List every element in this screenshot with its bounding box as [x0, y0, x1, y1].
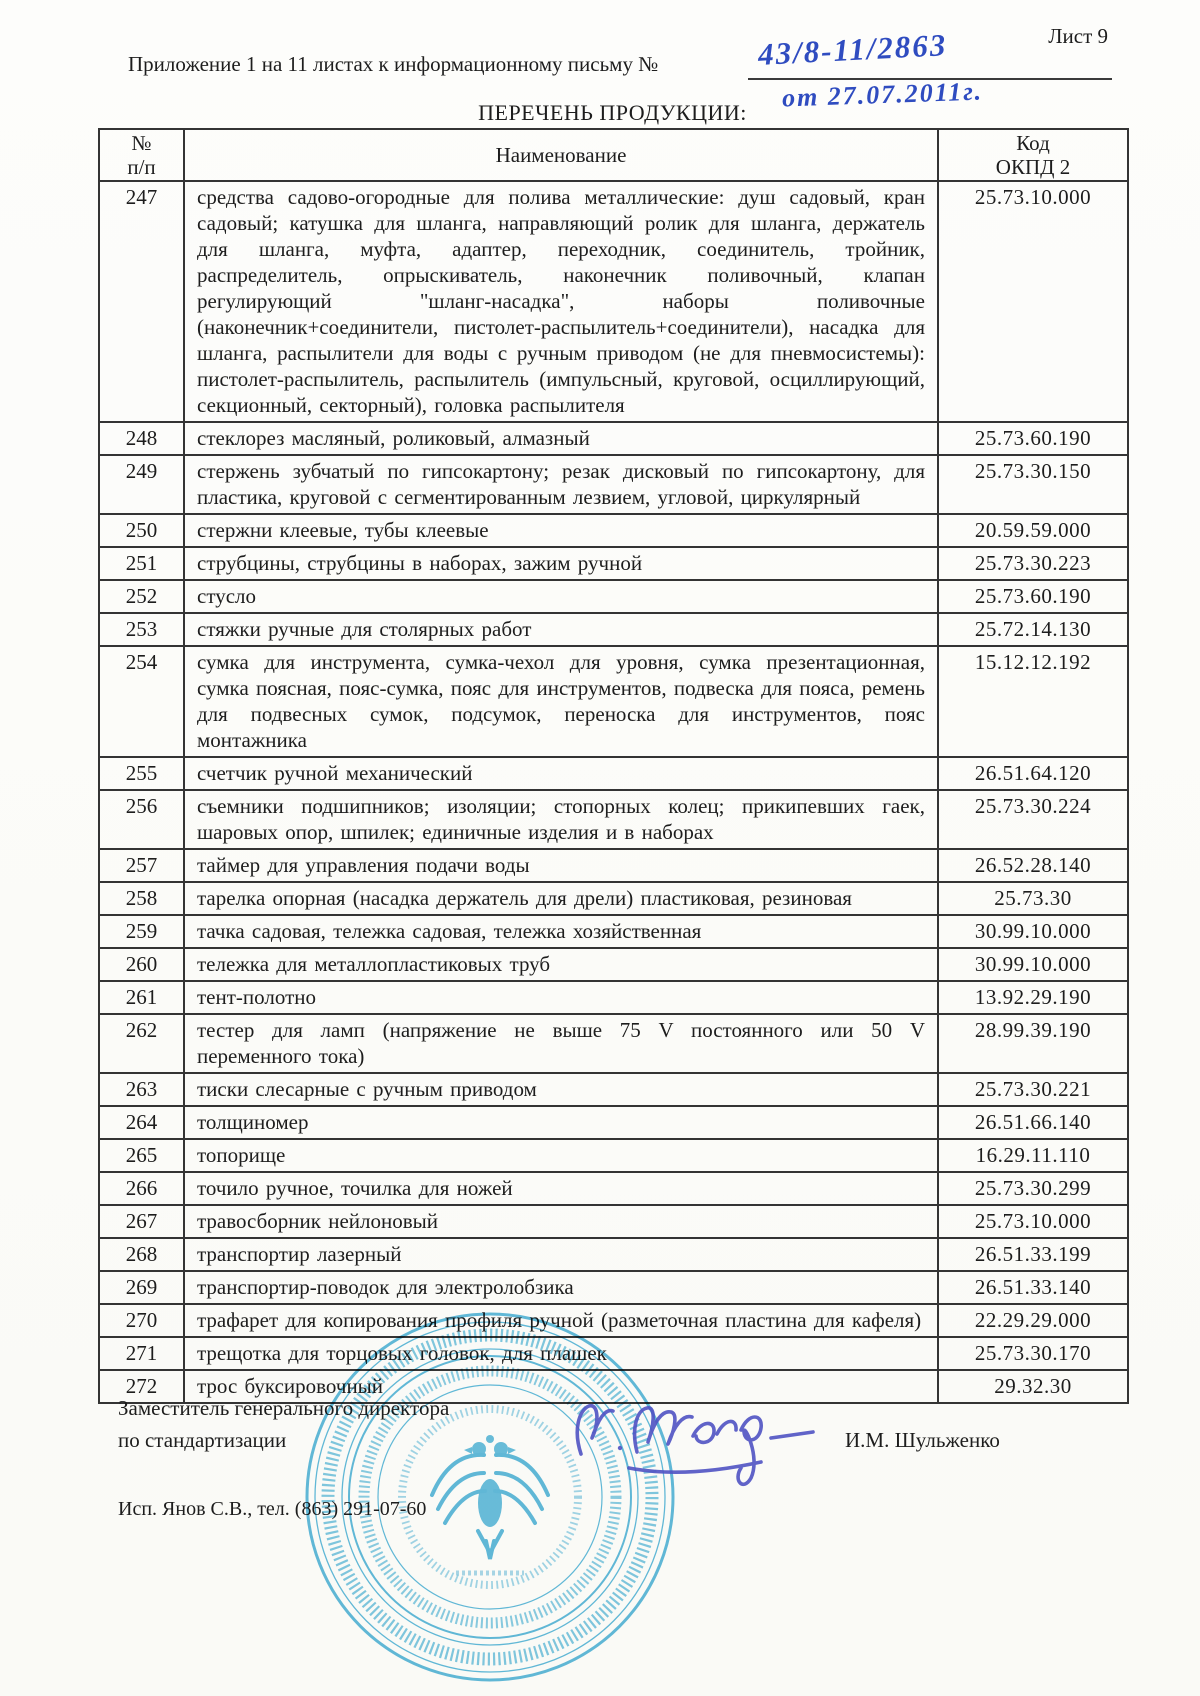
table-row: [99, 514, 1128, 547]
row-name: тележка для металлопластиковых труб: [184, 948, 938, 981]
row-code: 25.73.30.299: [938, 1172, 1128, 1205]
row-code: 25.73.30.150: [938, 455, 1128, 514]
row-number: 255: [99, 757, 184, 790]
table-row: [99, 1238, 1128, 1271]
row-name: стержень зубчатый по гипсокартону; резак дисковый по гипсокартону, для пластика, круговой с сегментированным лезвием, угловой, циркулярный: [184, 455, 938, 514]
row-number: 266: [99, 1172, 184, 1205]
row-code: 25.73.10.000: [938, 1205, 1128, 1238]
table-row: [99, 580, 1128, 613]
col-header-code-line2: ОКПД 2: [995, 155, 1071, 179]
row-number: 269: [99, 1271, 184, 1304]
row-name: сумка для инструмента, сумка-чехол для уровня, сумка презентационная, сумка поясная, пояс-сумка, пояс для инструментов, подвеска для пояса, ремень для подвесных сумок, подсумок, переноска для инструментов, пояс монтажника: [184, 646, 938, 757]
page-title: ПЕРЕЧЕНЬ ПРОДУКЦИИ:: [478, 100, 747, 125]
row-code: 20.59.59.000: [938, 514, 1128, 547]
row-number: 261: [99, 981, 184, 1014]
row-code: 25.73.30.170: [938, 1337, 1128, 1370]
table-row: [99, 1271, 1128, 1304]
row-code: 15.12.12.192: [938, 646, 1128, 757]
row-number: 264: [99, 1106, 184, 1139]
row-number: 263: [99, 1073, 184, 1106]
row-code: 25.73.30.223: [938, 547, 1128, 580]
table-header-row: [99, 129, 1128, 181]
row-number: 251: [99, 547, 184, 580]
signer-name: И.М. Шульженко: [845, 1428, 1000, 1452]
row-name: тент-полотно: [184, 981, 938, 1014]
table-row: [99, 1139, 1128, 1172]
handwritten-letter-number: 43/8-11/2863: [757, 27, 949, 72]
row-number: 249: [99, 455, 184, 514]
row-number: 260: [99, 948, 184, 981]
sheet-number-label: Лист 9: [1048, 24, 1108, 48]
table-row: [99, 455, 1128, 514]
table-row: [99, 547, 1128, 580]
row-number: 265: [99, 1139, 184, 1172]
row-code: 16.29.11.110: [938, 1139, 1128, 1172]
executor-contact-line: Исп. Янов С.В., тел. (863) 291-07-60: [118, 1498, 427, 1520]
row-number: 253: [99, 613, 184, 646]
table-row: [99, 613, 1128, 646]
row-number: 258: [99, 882, 184, 915]
table-row: [99, 849, 1128, 882]
table-row: [99, 1073, 1128, 1106]
table-row: [99, 1014, 1128, 1073]
signature-ink: [565, 1378, 835, 1498]
row-code: 25.73.60.190: [938, 422, 1128, 455]
table-header: [99, 129, 1128, 181]
row-number: 262: [99, 1014, 184, 1073]
row-name: стусло: [184, 580, 938, 613]
row-code: 26.51.33.199: [938, 1238, 1128, 1271]
row-number: 250: [99, 514, 184, 547]
row-name: счетчик ручной механический: [184, 757, 938, 790]
row-name: таймер для управления подачи воды: [184, 849, 938, 882]
row-code: 25.72.14.130: [938, 613, 1128, 646]
row-code: 26.51.33.140: [938, 1271, 1128, 1304]
row-code: 26.51.66.140: [938, 1106, 1128, 1139]
row-name: транспортир лазерный: [184, 1238, 938, 1271]
row-number: 254: [99, 646, 184, 757]
row-number: 256: [99, 790, 184, 849]
row-name: точило ручное, точилка для ножей: [184, 1172, 938, 1205]
row-name: тиски слесарные с ручным приводом: [184, 1073, 938, 1106]
row-code: 25.73.30.221: [938, 1073, 1128, 1106]
row-code: 25.73.30.224: [938, 790, 1128, 849]
row-code: 25.73.10.000: [938, 181, 1128, 422]
table-row: [99, 915, 1128, 948]
row-name: трафарет для копирования профиля ручной (разметочная пластина для кафеля): [184, 1304, 938, 1337]
table-row: [99, 646, 1128, 757]
row-code: 26.51.64.120: [938, 757, 1128, 790]
row-code: 28.99.39.190: [938, 1014, 1128, 1073]
row-name: стеклорез масляный, роликовый, алмазный: [184, 422, 938, 455]
table-row: [99, 1106, 1128, 1139]
row-code: 22.29.29.000: [938, 1304, 1128, 1337]
row-name: травосборник нейлоновый: [184, 1205, 938, 1238]
col-header-code: [938, 129, 1128, 181]
row-name: транспортир-поводок для электролобзика: [184, 1271, 938, 1304]
row-name: тарелка опорная (насадка держатель для дрели) пластиковая, резиновая: [184, 882, 938, 915]
signer-position-line1: Заместитель генерального директора: [118, 1396, 450, 1420]
row-name: средства садово-огородные для полива металлические: душ садовый, кран садовый; катушка для шланга, направляющий ролик для шланга, держатель для шланга, муфта, адаптер, переходник, соединитель, тройник, распределитель, опрыскиватель, наконечник поливочный, клапан регулирующий "шланг-насадка", наборы поливочные (наконечник+соединители, пистолет-распылитель+соединители), насадка для шланга, распылители для воды с ручным приводом (не для пневмосистемы): пистолет-распылитель, распылитель (импульсный, круговой, осциллирующий, секционный, секторный), головка распылителя: [184, 181, 938, 422]
table-row: [99, 422, 1128, 455]
row-number: 247: [99, 181, 184, 422]
col-header-num-line1: №: [131, 131, 152, 155]
row-code: 13.92.29.190: [938, 981, 1128, 1014]
appendix-line: Приложение 1 на 11 листах к информационному письму №: [128, 52, 659, 76]
row-number: 267: [99, 1205, 184, 1238]
row-number: 252: [99, 580, 184, 613]
row-number: 270: [99, 1304, 184, 1337]
row-name: съемники подшипников; изоляции; стопорных колец; прикипевших гаек, шаровых опор, шпилек; единичные изделия и в наборах: [184, 790, 938, 849]
row-number: 257: [99, 849, 184, 882]
row-code: 30.99.10.000: [938, 948, 1128, 981]
row-number: 248: [99, 422, 184, 455]
row-number: 268: [99, 1238, 184, 1271]
table-body: [99, 181, 1128, 1403]
table-row: [99, 1205, 1128, 1238]
row-name: тестер для ламп (напряжение не выше 75 V постоянного или 50 V переменного тока): [184, 1014, 938, 1073]
row-name: топорище: [184, 1139, 938, 1172]
table-row: [99, 981, 1128, 1014]
row-code: 25.73.30: [938, 882, 1128, 915]
row-name: трос буксировочный: [184, 1370, 938, 1403]
product-table: [98, 128, 1129, 1404]
row-code: 26.52.28.140: [938, 849, 1128, 882]
row-name: стержни клеевые, тубы клеевые: [184, 514, 938, 547]
row-name: струбцины, струбцины в наборах, зажим ручной: [184, 547, 938, 580]
col-header-num-line2: п/п: [127, 155, 156, 179]
table-row: [99, 1172, 1128, 1205]
row-name: трещотка для торцовых головок, для плашек: [184, 1337, 938, 1370]
row-code: 30.99.10.000: [938, 915, 1128, 948]
row-code: 29.32.30: [938, 1370, 1128, 1403]
signer-position-line2: по стандартизации: [118, 1428, 287, 1452]
row-name: тачка садовая, тележка садовая, тележка хозяйственная: [184, 915, 938, 948]
table-row: [99, 882, 1128, 915]
row-number: 271: [99, 1337, 184, 1370]
table-row: [99, 757, 1128, 790]
table-row: [99, 948, 1128, 981]
row-number: 259: [99, 915, 184, 948]
row-name: стяжки ручные для столярных работ: [184, 613, 938, 646]
table-row: [99, 790, 1128, 849]
row-name: толщиномер: [184, 1106, 938, 1139]
row-number: 272: [99, 1370, 184, 1403]
row-code: 25.73.60.190: [938, 580, 1128, 613]
table-row: [99, 181, 1128, 422]
col-header-name: Наименование: [184, 129, 938, 181]
handwritten-letter-date: от 27.07.2011г.: [781, 76, 984, 113]
col-header-code-line1: Код: [1016, 131, 1050, 155]
col-header-num: [99, 129, 184, 181]
